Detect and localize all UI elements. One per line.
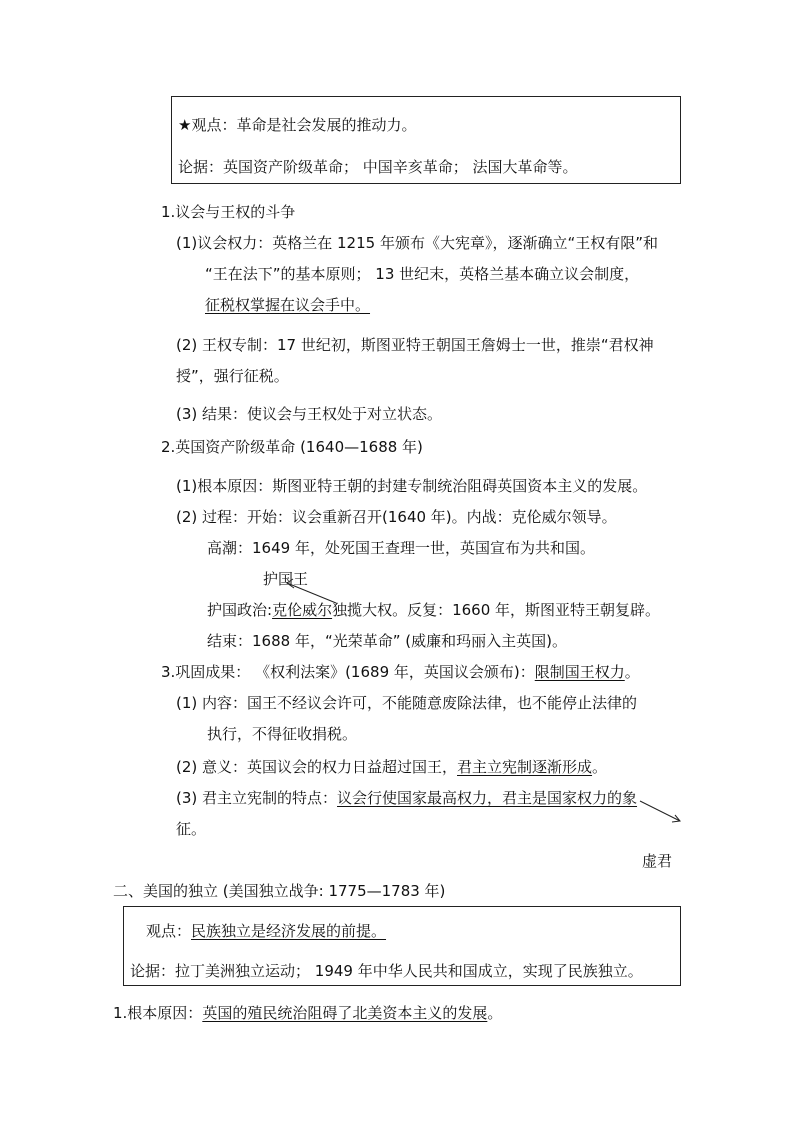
viewpoint-label: 观点：	[146, 922, 192, 940]
bill-content-line-2: 执行，不得征收捐税。	[207, 725, 358, 743]
section-english-revolution: 2.英国资产阶级革命 (1640—1688 年)	[161, 438, 423, 456]
arrow-figurehead	[640, 801, 680, 822]
bill-content-line-1: (1) 内容：国王不经议会许可，不能随意废除法律，也不能停止法律的	[176, 694, 638, 712]
consolidation-period: 。	[624, 663, 640, 681]
evidence-revolution: 论据：英国资产阶级革命； 中国辛亥革命； 法国大革命等。	[178, 158, 578, 176]
cromwell-underlined: 克伦威尔	[272, 601, 333, 619]
revolution-root-cause: (1)根本原因：斯图亚特王朝的封建专制统治阻碍英国资本主义的发展。	[176, 477, 648, 495]
features-label: (3) 君主立宪制的特点：	[176, 789, 338, 807]
protectorate-rest: 独揽大权。反复：1660 年，斯图亚特王朝复辟。	[332, 601, 661, 619]
parliament-power-line-3: 征税权掌握在议会手中。	[205, 296, 371, 314]
revolution-end: 结束：1688 年，“光荣革命” (威廉和玛丽入主英国)。	[207, 632, 567, 650]
parliament-power-line-1: (1)议会权力：英格兰在 1215 年颁布《大宪章》，逐渐确立“王权有限”和	[176, 234, 659, 252]
annotation-lord-protector: 护国王	[263, 570, 309, 588]
root-cause-period: 。	[487, 1004, 503, 1022]
section-consolidation	[161, 662, 640, 682]
independence-precondition: 民族独立是经济发展的前提。	[191, 922, 387, 940]
revolution-climax: 高潮：1649 年，处死国王查理一世，英国宣布为共和国。	[207, 539, 595, 557]
bill-of-rights-text: 3.巩固成果： 《权利法案》(1689 年，英国议会颁布)：	[161, 663, 535, 681]
significance-text: (2) 意义：英国议会的权力日益超过国王，	[176, 758, 458, 776]
limit-royal-power: 限制国王权力	[534, 663, 625, 681]
parliament-power-line-2: “王在法下”的基本原则； 13 世纪末，英格兰基本确立议会制度，	[205, 265, 640, 283]
american-root-cause	[113, 1003, 502, 1023]
royal-absolutism-line-2: 授”，强行征税。	[176, 367, 289, 385]
section-american-independence: 二、美国的独立 (美国独立战争: 1775—1783 年)	[113, 882, 446, 900]
protectorate-label: 护国政治:	[207, 601, 273, 619]
bill-significance	[176, 757, 607, 777]
section-parliament-vs-crown: 1.议会与王权的斗争	[161, 203, 296, 221]
revolution-process-start: (2) 过程：开始：议会重新召开(1640 年)。内战：克伦威尔领导。	[176, 508, 617, 526]
viewpoint-box-revolution	[171, 96, 681, 184]
features-underlined: 议会行使国家最高权力，君主是国家权力的象	[337, 789, 638, 807]
annotation-figurehead-monarch: 虚君	[642, 852, 673, 870]
evidence-independence: 论据：拉丁美洲独立运动； 1949 年中华人民共和国成立，实现了民族独立。	[130, 962, 643, 980]
colonial-rule-hindrance: 英国的殖民统治阻碍了北美资本主义的发展	[202, 1004, 488, 1022]
protectorate-line	[207, 600, 660, 620]
viewpoint-independence	[146, 921, 386, 941]
monarchy-features-line-1	[176, 788, 637, 808]
monarchy-features-line-2: 征。	[176, 820, 207, 838]
royal-absolutism-line-1: (2) 王权专制：17 世纪初，斯图亚特王朝国王詹姆士一世，推崇“君权神	[176, 336, 654, 354]
constitutional-monarchy-formed: 君主立宪制逐渐形成	[457, 758, 593, 776]
viewpoint-box-independence	[123, 906, 681, 986]
significance-period: 。	[592, 758, 608, 776]
root-cause-label: 1.根本原因：	[113, 1004, 203, 1022]
viewpoint-revolution: ★观点：革命是社会发展的推动力。	[178, 116, 417, 134]
struggle-result: (3) 结果：使议会与王权处于对立状态。	[176, 405, 443, 423]
